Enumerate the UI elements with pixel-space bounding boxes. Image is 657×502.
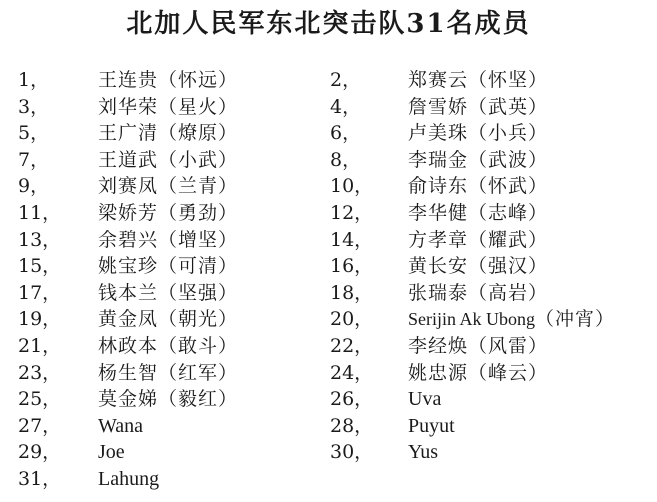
- member-number: 28，: [330, 414, 374, 437]
- member-number: 22，: [330, 334, 374, 357]
- member-number: 29，: [18, 441, 62, 464]
- member-number: 12，: [330, 201, 374, 224]
- member-number: 30，: [330, 441, 374, 464]
- member-number: 18，: [330, 281, 374, 304]
- member-name: 李经焕（风雷）: [408, 334, 549, 357]
- member-name: 李华健（志峰）: [408, 201, 549, 224]
- member-name-latin: Serijin Ak Ubong: [408, 309, 536, 330]
- member-name: Joe: [98, 441, 125, 464]
- member-number: 20，: [330, 308, 374, 331]
- member-number: 11，: [18, 201, 62, 224]
- member-number: 27，: [18, 414, 62, 437]
- member-name: 余碧兴（增坚）: [98, 228, 239, 251]
- member-number: 2，: [330, 69, 362, 91]
- member-number: 19，: [18, 308, 62, 331]
- member-name: 王连贵（怀远）: [98, 69, 239, 91]
- member-name: 刘华荣（星火）: [98, 95, 239, 118]
- member-name: 王道武（小武）: [98, 148, 239, 171]
- member-name: 王广清（燎原）: [98, 122, 239, 145]
- member-alias: （冲宵）: [535, 308, 616, 331]
- member-name: [408, 306, 615, 333]
- member-name: 林政本（敢斗）: [98, 334, 239, 357]
- member-name: 莫金娣（毅红）: [98, 388, 239, 411]
- member-name: 黄金凤（朝光）: [98, 308, 239, 331]
- member-number: 17，: [18, 281, 62, 304]
- member-name: 杨生智（红军）: [98, 361, 239, 384]
- member-number: 16，: [330, 255, 374, 278]
- member-number: 21，: [18, 334, 62, 357]
- member-number: 8，: [330, 148, 362, 171]
- member-number: 6，: [330, 122, 362, 145]
- member-number: 1，: [18, 69, 50, 91]
- member-name: 梁娇芳（勇劲）: [98, 201, 239, 224]
- member-name: 钱本兰（坚强）: [98, 281, 239, 304]
- member-name: 詹雪娇（武英）: [408, 95, 549, 118]
- member-number: 9，: [18, 175, 50, 198]
- member-number: 3，: [18, 95, 50, 118]
- document-title: 北加人民军东北突击队31名成员: [126, 9, 531, 39]
- member-number: 25，: [18, 388, 62, 411]
- member-number: 14，: [330, 228, 374, 251]
- member-name: 张瑞泰（高岩）: [408, 281, 549, 304]
- member-number: 23，: [18, 361, 62, 384]
- member-number: 13，: [18, 228, 62, 251]
- member-name: 俞诗东（怀武）: [408, 175, 549, 198]
- member-number: 15，: [18, 255, 62, 278]
- member-name: Yus: [408, 441, 439, 464]
- member-name: 姚宝珍（可清）: [98, 255, 239, 278]
- member-name: Puyut: [408, 414, 455, 437]
- member-name: 李瑞金（武波）: [408, 148, 549, 171]
- member-number: 26，: [330, 388, 374, 411]
- member-name: Uva: [408, 388, 442, 411]
- member-name: 姚忠源（峰云）: [408, 361, 549, 384]
- member-number: 4，: [330, 95, 362, 118]
- member-number: 24，: [330, 361, 374, 384]
- member-number: 7，: [18, 148, 50, 171]
- member-name: 方孝章（耀武）: [408, 228, 549, 251]
- member-number: 10，: [330, 175, 374, 198]
- member-name: 黄长安（强汉）: [408, 255, 549, 278]
- member-name: Lahung: [98, 467, 160, 490]
- member-number: 31，: [18, 467, 62, 490]
- member-number: 5，: [18, 122, 50, 145]
- member-name: Wana: [98, 414, 144, 437]
- member-name: 卢美珠（小兵）: [408, 122, 549, 145]
- member-name: 郑赛云（怀坚）: [408, 69, 549, 91]
- member-name: 刘赛凤（兰青）: [98, 175, 239, 198]
